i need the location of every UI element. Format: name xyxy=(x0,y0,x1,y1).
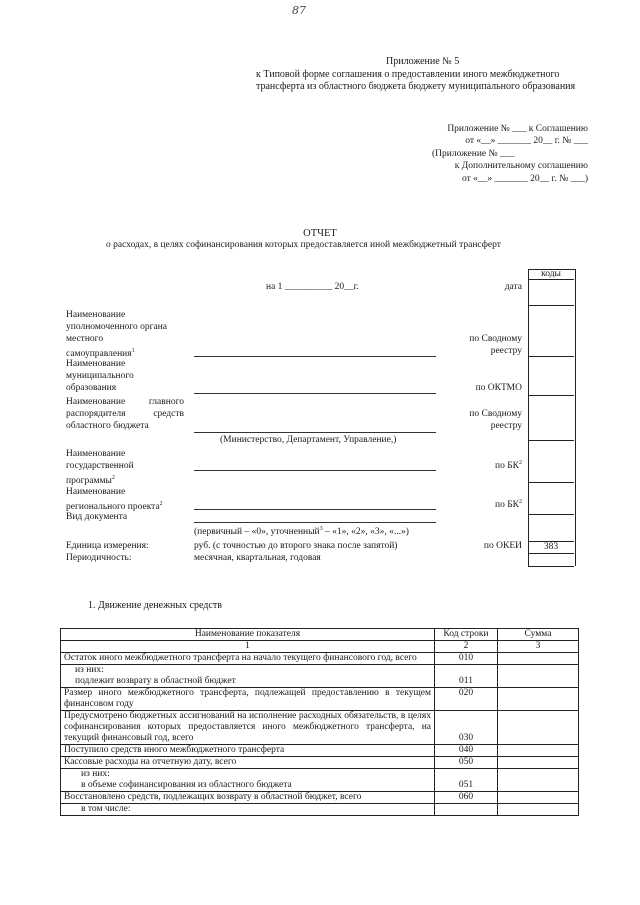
period-label: Периодичность: xyxy=(66,553,132,563)
appendix-ref-line-3: (Приложение № ___ xyxy=(432,149,515,159)
header-sum: Сумма xyxy=(498,629,579,641)
row-051-code: 051 xyxy=(435,780,498,792)
grbs-label-1: Наименование главного xyxy=(66,397,184,407)
org-label-3: местного xyxy=(66,334,104,344)
rp-label-2: регионального проекта$^2$ xyxy=(66,501,163,513)
mun-label-1: Наименование xyxy=(66,359,126,369)
table-row xyxy=(61,780,579,792)
header-indicator: Наименование показателя xyxy=(61,629,435,641)
okei-code: 383 xyxy=(543,542,559,552)
codes-header: коды xyxy=(541,269,561,279)
section-1-title: 1. Движение денежных средств xyxy=(88,600,222,611)
org-right-label-2: реестру xyxy=(490,346,522,356)
period-value: месячная, квартальная, годовая xyxy=(194,553,321,563)
oktmo-label: по ОКТМО xyxy=(475,383,522,393)
mun-label-3: образования xyxy=(66,383,117,393)
appendix-title: Приложение № 5 xyxy=(386,56,460,67)
date-label: дата xyxy=(504,282,522,292)
org-input-line[interactable] xyxy=(194,356,436,357)
row-020-code: 020 xyxy=(435,688,498,711)
gp-label-2: государственной xyxy=(66,461,134,471)
row-sub-3-sum[interactable] xyxy=(498,804,579,816)
table-row xyxy=(61,688,579,711)
gp-input-line[interactable] xyxy=(194,470,436,471)
grbs-right-label-2: реестру xyxy=(490,421,522,431)
report-subtitle: о расходах, в целях софинансирования которых предоставляется иной межбюджетный трансферт xyxy=(106,240,501,250)
row-sub-1-name: из них: xyxy=(61,665,435,677)
row-011-code: 011 xyxy=(435,676,498,688)
unit-value: руб. (с точностью до второго знака после запятой) xyxy=(194,541,398,551)
row-sub-1-code xyxy=(435,665,498,677)
row-020-sum[interactable] xyxy=(498,688,579,711)
row-030-sum[interactable] xyxy=(498,711,579,745)
rp-label-1: Наименование xyxy=(66,487,126,497)
gp-bk-label: по $БК^2$ xyxy=(494,460,522,472)
row-010-name: Остаток иного межбюджетного трансферта на начало текущего финансового год, всего xyxy=(61,653,435,665)
row-sub-2-name: из них: xyxy=(61,769,435,781)
doc-type-input-line[interactable] xyxy=(194,522,436,523)
row-051-name: в объеме софинансирования из областного бюджета xyxy=(61,780,435,792)
table-row xyxy=(61,711,579,745)
table-row xyxy=(61,792,579,804)
row-sub-2-sum xyxy=(498,769,579,781)
table-header-row xyxy=(61,629,579,641)
appendix-ref-line-4: к Дополнительному соглашению xyxy=(454,161,588,171)
row-040-name: Поступило средств иного межбюджетного трансферта xyxy=(61,745,435,757)
appendix-line-3: трансферта из областного бюджета бюджету муниципального образования xyxy=(256,81,576,92)
row-040-code: 040 xyxy=(435,745,498,757)
row-011-sum[interactable] xyxy=(498,676,579,688)
appendix-line-2: к Типовой форме соглашения о предоставлении иного межбюджетного xyxy=(256,69,560,80)
mun-label-2: муниципального xyxy=(66,371,134,381)
row-060-name: Восстановлено средств, подлежащих возврату в областной бюджет, всего xyxy=(61,792,435,804)
row-011-name: подлежит возврату в областной бюджет xyxy=(61,676,435,688)
row-010-code: 010 xyxy=(435,653,498,665)
table-row xyxy=(61,804,579,816)
appendix-ref-line-2: от «__» _______ 20__ г. № ___ xyxy=(465,136,588,146)
row-sub-3-name: в том числе: xyxy=(61,804,435,816)
grbs-right-label-1: по Сводному xyxy=(469,409,522,419)
row-051-sum[interactable] xyxy=(498,780,579,792)
row-040-sum[interactable] xyxy=(498,745,579,757)
unit-label: Единица измерения: xyxy=(66,541,149,551)
row-020-name: Размер иного межбюджетного трансферта, подлежащей предоставлению в текущем финансовом году xyxy=(61,688,435,711)
gp-label-3: программы$^2$ xyxy=(66,475,115,487)
rp-input-line[interactable] xyxy=(194,509,436,510)
row-050-name: Кассовые расходы на отчетную дату, всего xyxy=(61,757,435,769)
doc-type-note: (первичный – «0», уточненный$^3$ – «1», «2», «3», «...») xyxy=(194,526,409,538)
row-030-name: Предусмотрено бюджетных ассигнований на исполнение расходных обязательств, в целях софинансирования которых предоставляется иного межбюджетного трансферта, на текущий финансовый год, всего xyxy=(61,711,435,745)
grbs-input-line[interactable] xyxy=(194,432,436,433)
table-row xyxy=(61,769,579,781)
grbs-note: (Министерство, Департамент, Управление,) xyxy=(220,435,397,445)
okei-label: по ОКЕИ xyxy=(483,541,522,551)
colnum-2: 2 xyxy=(435,641,498,653)
org-right-label-1: по Сводному xyxy=(469,334,522,344)
report-date-line: на 1 __________ 20__г. xyxy=(266,282,359,292)
gp-label-1: Наименование xyxy=(66,449,126,459)
table-row xyxy=(61,676,579,688)
report-title: ОТЧЕТ xyxy=(303,228,337,239)
org-label-4: самоуправления$^1$ xyxy=(66,348,135,360)
mun-input-line[interactable] xyxy=(194,393,436,394)
appendix-ref-line-5: от «__» _______ 20__ г. № ___) xyxy=(462,174,588,184)
appendix-ref-line-1: Приложение № ___ к Соглашению xyxy=(447,124,588,134)
row-sub-1-sum xyxy=(498,665,579,677)
header-code: Код строки xyxy=(435,629,498,641)
table-row xyxy=(61,745,579,757)
table-row xyxy=(61,653,579,665)
row-030-code: 030 xyxy=(435,711,498,745)
table-colnum-row xyxy=(61,641,579,653)
colnum-3: 3 xyxy=(498,641,579,653)
rp-bk-label: по $БК^2$ xyxy=(494,499,522,511)
grbs-label-2: распорядителя средств xyxy=(66,409,184,419)
row-060-code: 060 xyxy=(435,792,498,804)
row-sub-2-code xyxy=(435,769,498,781)
org-label-2: уполномоченного органа xyxy=(66,322,167,332)
table-row xyxy=(61,757,579,769)
cash-flow-table xyxy=(60,628,579,816)
row-050-sum[interactable] xyxy=(498,757,579,769)
doc-type-label: Вид документа xyxy=(66,512,128,522)
row-sub-3-code xyxy=(435,804,498,816)
codes-column xyxy=(528,279,576,566)
handwritten-page-number: 87 xyxy=(292,4,306,17)
row-050-code: 050 xyxy=(435,757,498,769)
colnum-1: 1 xyxy=(61,641,435,653)
row-060-sum[interactable] xyxy=(498,792,579,804)
table-row xyxy=(61,665,579,677)
org-label-1: Наименование xyxy=(66,310,126,320)
row-010-sum[interactable] xyxy=(498,653,579,665)
grbs-label-3: областного бюджета xyxy=(66,421,149,431)
